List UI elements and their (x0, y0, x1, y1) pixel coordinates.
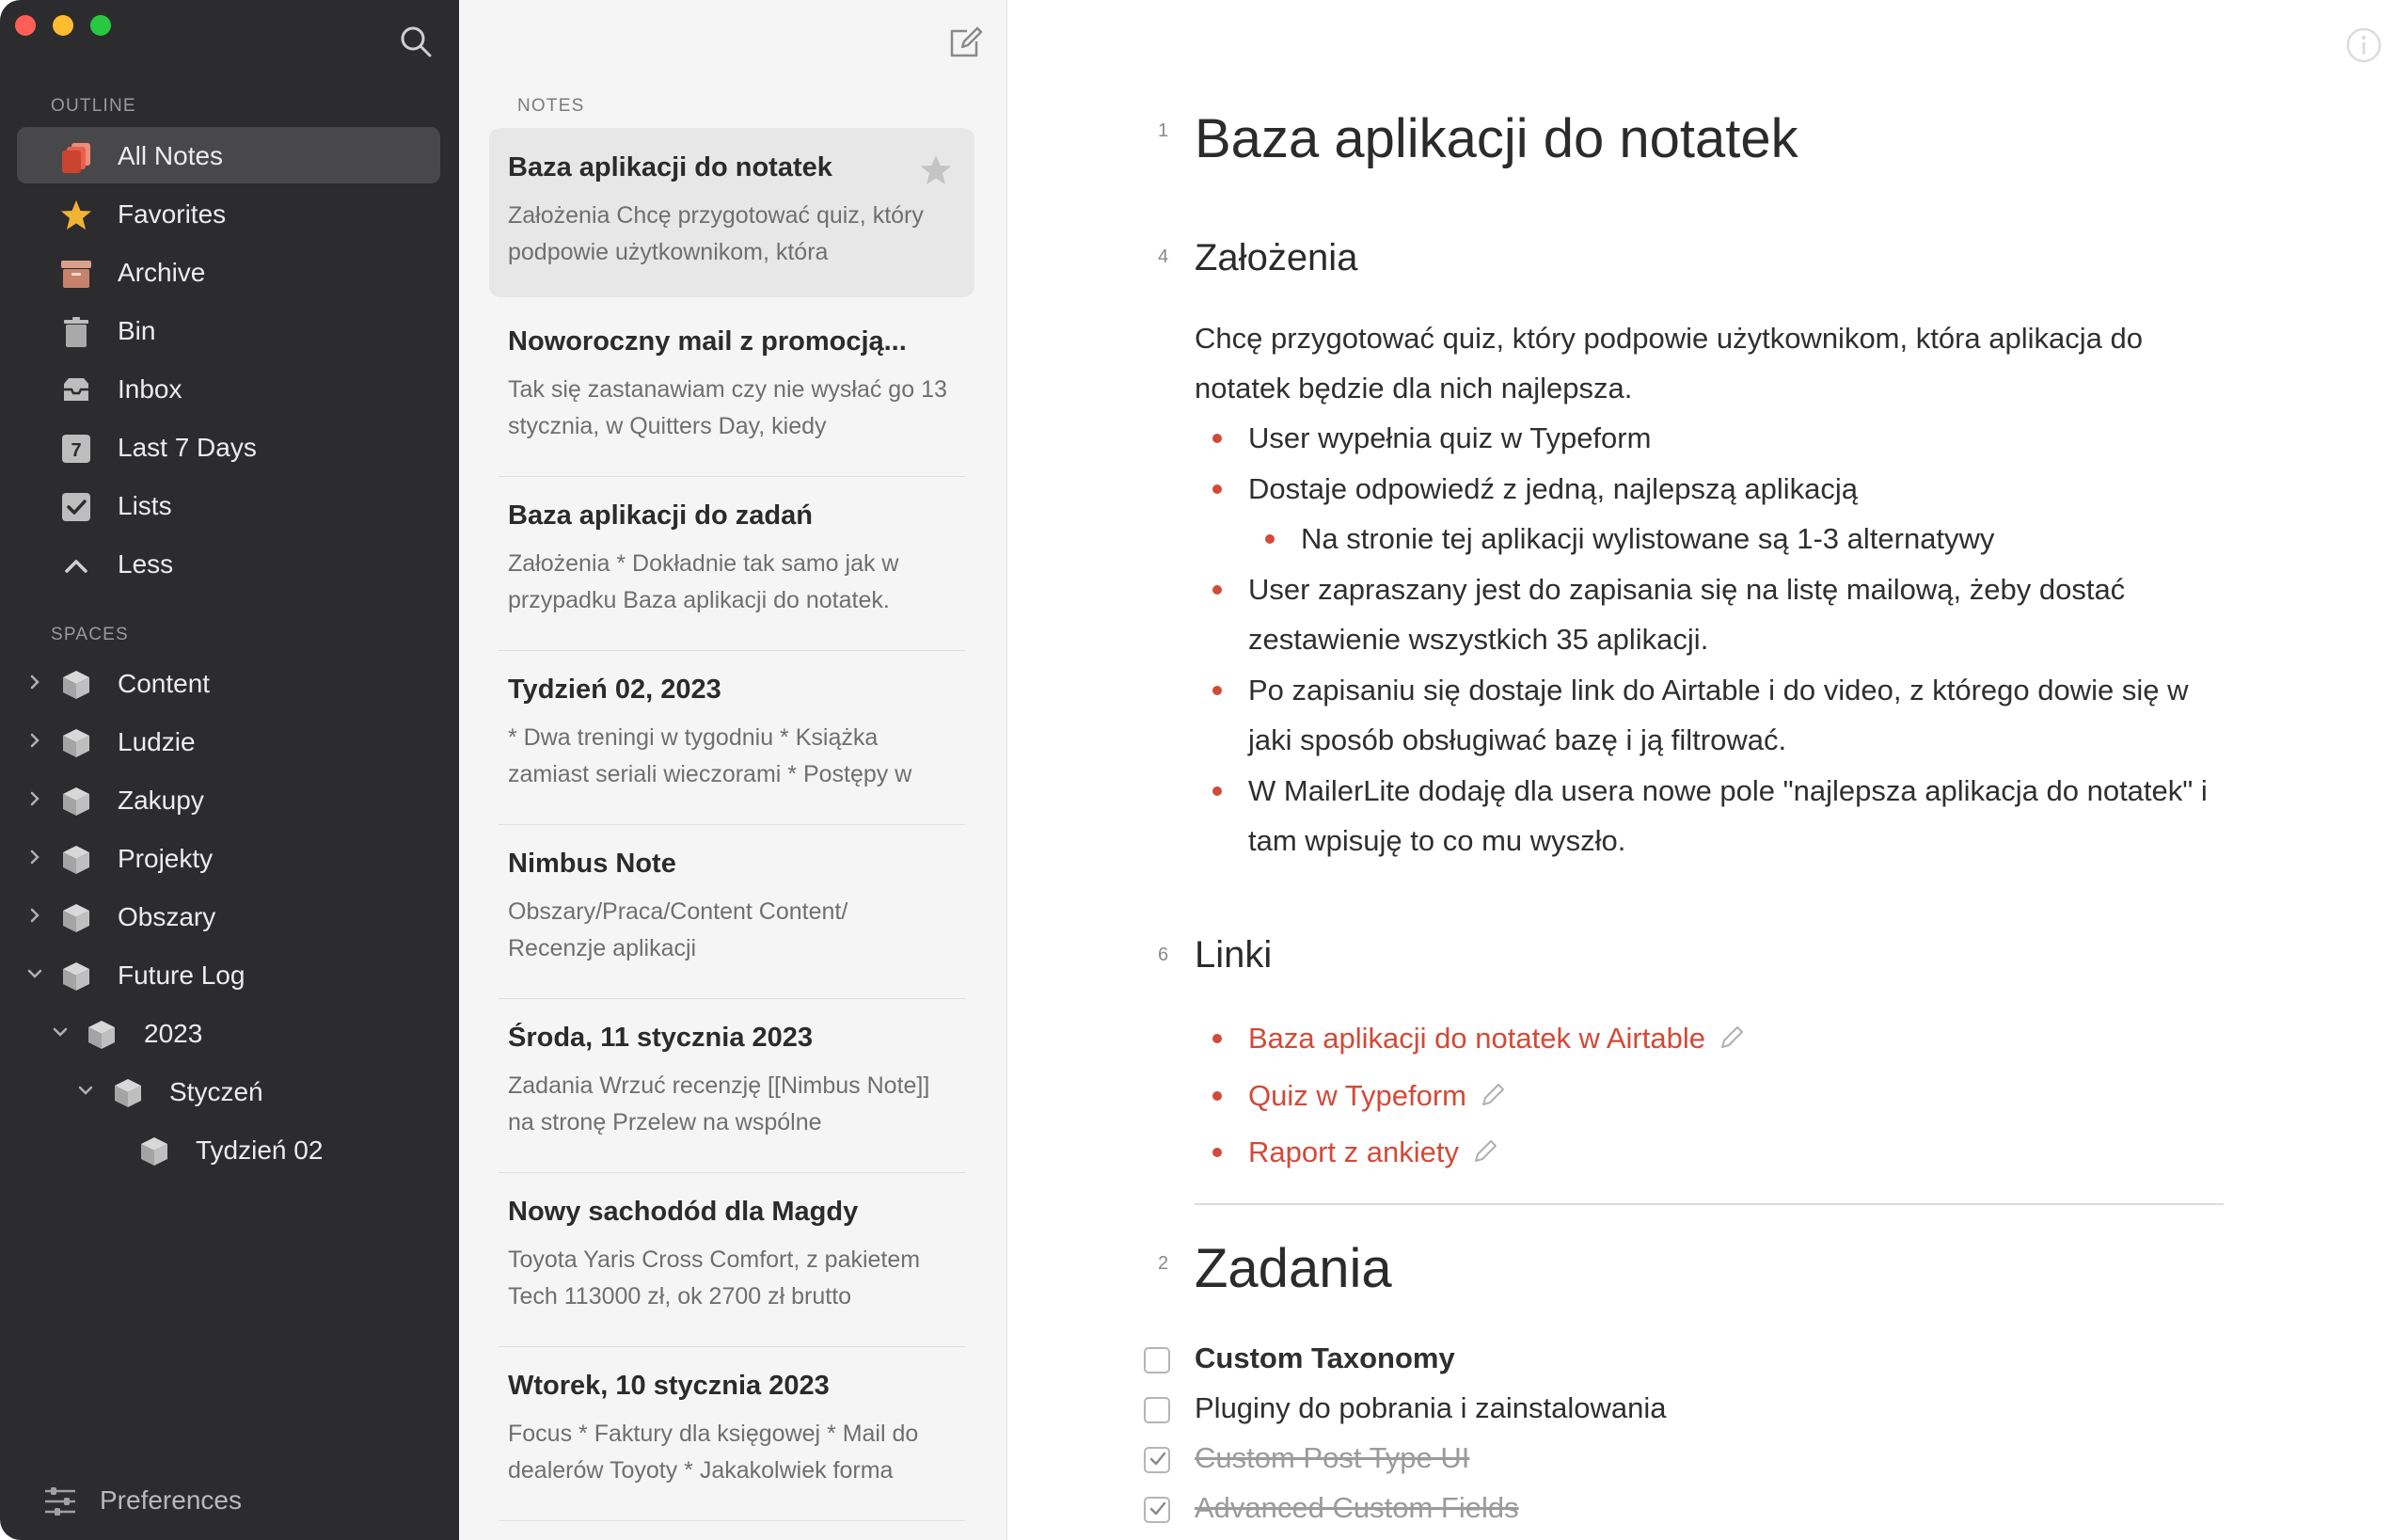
note-title: Baza aplikacji do zadań (508, 500, 813, 531)
sidebar-item-label: Lists (118, 491, 172, 520)
space-item-styczen[interactable] (17, 1063, 440, 1119)
note-preview: * Dwa treningi w tygodniu * Książka zamiast seriali wieczorami * Postępy w (508, 724, 912, 787)
note-item[interactable] (489, 1172, 974, 1342)
note-item[interactable] (489, 650, 974, 819)
sidebar-item-label: Favorites (118, 199, 227, 229)
heading-level-marker: 2 (1158, 1253, 1169, 1274)
link-raport[interactable]: Raport z ankiety (1248, 1135, 1459, 1168)
bullet-text: W MailerLite dodaję dla usera nowe pole "najlepsza aplikacja do notatek" i tam wpisuję to co mu wyszło. (1248, 774, 2208, 857)
minimize-window-button[interactable] (53, 15, 73, 36)
archive-box-icon (60, 258, 92, 290)
paragraph[interactable]: Chcę przygotować quiz, który podpowie użytkownikom, która aplikacja do notatek będzie dla nich najlepsza. (1195, 322, 2143, 405)
chevron-right-icon[interactable] (26, 732, 43, 749)
sidebar-item-favorites[interactable] (17, 185, 440, 242)
space-item-label: Styczeń (169, 1077, 263, 1106)
close-window-button[interactable] (15, 15, 36, 36)
bullet-dot (1212, 585, 1222, 595)
bullet-dot (1212, 1034, 1222, 1043)
chevron-right-icon[interactable] (26, 790, 43, 807)
chevron-right-icon[interactable] (26, 849, 43, 865)
cube-icon (60, 727, 92, 759)
space-item-obszary[interactable] (17, 888, 440, 945)
sidebar (0, 0, 459, 1540)
note-item[interactable] (489, 824, 974, 993)
note-preview: Obszary/Praca/Content Content/ Recenzje aplikacji (508, 898, 848, 961)
heading-level-marker: 4 (1158, 246, 1169, 267)
info-icon[interactable] (2345, 26, 2383, 64)
space-item-label: Projekty (118, 844, 214, 873)
space-item-label: Future Log (118, 961, 246, 990)
note-preview: Focus * Faktury dla księgowej * Mail do dealerów Toyoty * Jakakolwiek forma (508, 1421, 919, 1484)
bullet-dot (1212, 1148, 1222, 1157)
section-heading-linki[interactable]: Linki (1195, 934, 1273, 976)
horizontal-rule (1195, 1203, 2224, 1205)
chevron-down-icon[interactable] (77, 1082, 94, 1099)
note-preview: Założenia * Dokładnie tak samo jak w przypadku Baza aplikacji do notatek. (508, 550, 899, 613)
space-item-label: Zakupy (118, 786, 204, 815)
space-item-tydzien-02[interactable] (17, 1121, 440, 1178)
note-preview: Toyota Yaris Cross Comfort, z pakietem Tech 113000 zł, ok 2700 zł brutto (508, 1246, 921, 1310)
bullet-dot (1212, 484, 1222, 494)
bullet-item[interactable] (1248, 413, 2226, 463)
space-item-label: 2023 (144, 1019, 203, 1048)
pencil-icon[interactable] (1718, 1024, 1746, 1052)
chevron-down-icon[interactable] (26, 965, 43, 982)
task-text: Pluginy do pobrania i zainstalowania (1195, 1391, 1667, 1424)
cube-icon (60, 961, 92, 992)
chevron-right-icon[interactable] (26, 907, 43, 924)
bullet-text: User wypełnia quiz w Typeform (1248, 421, 1652, 454)
sidebar-item-label: Inbox (118, 374, 182, 404)
notes-stack-icon (60, 141, 92, 173)
sidebar-item-less[interactable] (17, 535, 440, 592)
chevron-down-icon[interactable] (52, 1024, 69, 1040)
star-icon[interactable] (920, 154, 952, 186)
notes-list-pane (459, 0, 1007, 1540)
link-item[interactable] (1248, 1013, 2095, 1063)
note-item[interactable] (489, 128, 974, 297)
sidebar-item-all-notes[interactable] (17, 127, 440, 183)
sidebar-item-label: Less (118, 549, 174, 579)
note-item[interactable] (489, 476, 974, 645)
cube-icon (60, 844, 92, 876)
link-item[interactable] (1248, 1071, 2095, 1120)
svg-text:7: 7 (71, 440, 82, 461)
task-text: Custom Taxonomy (1195, 1342, 1455, 1374)
note-title: Wtorek, 10 stycznia 2023 (508, 1371, 830, 1401)
space-item-zakupy[interactable] (17, 771, 440, 828)
link-typeform[interactable]: Quiz w Typeform (1248, 1079, 1467, 1112)
cube-icon (138, 1135, 170, 1167)
bullet-item[interactable] (1248, 464, 2226, 514)
cube-icon (60, 669, 92, 701)
chevron-up-icon (60, 549, 92, 581)
bullet-dot (1212, 434, 1222, 443)
note-item[interactable] (489, 1346, 974, 1516)
sidebar-item-bin[interactable] (17, 302, 440, 358)
bullet-text: Na stronie tej aplikacji wylistowane są 1-3 alternatywy (1301, 522, 1995, 555)
bullet-text: User zapraszany jest do zapisania się na listę mailową, żeby dostać zestawienie wszystkich 35 aplikacji. (1248, 573, 2126, 656)
preferences-button[interactable] (43, 1481, 325, 1522)
calendar-7-icon (60, 433, 92, 465)
star-icon (60, 199, 92, 231)
space-item-projekty[interactable] (17, 830, 440, 886)
note-preview: Zadania Wrzuć recenzję [[Nimbus Note]] na stronę Przelew na wspólne (508, 1072, 930, 1135)
space-item-2023[interactable] (17, 1005, 440, 1061)
sidebar-item-last-7-days[interactable] (17, 419, 440, 475)
note-title: Nimbus Note (508, 849, 676, 879)
cube-icon (86, 1019, 118, 1051)
task-text: Custom Post Type UI (1195, 1441, 1470, 1474)
bullet-dot (1212, 786, 1222, 796)
bullet-dot (1265, 534, 1275, 544)
cube-icon (60, 902, 92, 934)
compose-note-icon[interactable] (948, 24, 984, 60)
space-item-content[interactable] (17, 655, 440, 711)
sliders-icon (43, 1484, 77, 1518)
outline-section-label: OUTLINE (51, 96, 136, 116)
sidebar-item-label: Bin (118, 316, 156, 345)
note-preview: Założenia Chcę przygotować quiz, który podpowie użytkownikom, która (508, 202, 924, 265)
bullet-text: Dostaje odpowiedź z jedną, najlepszą aplikacją (1248, 472, 1858, 505)
space-item-future-log[interactable] (17, 946, 440, 1003)
bullet-item-nested[interactable] (1301, 514, 2223, 564)
note-title: Nowy sachodód dla Magdy (508, 1197, 859, 1227)
bullet-item[interactable] (1248, 564, 2226, 664)
note-item[interactable] (489, 998, 974, 1167)
space-item-ludzie[interactable] (17, 713, 440, 770)
zoom-window-button[interactable] (90, 15, 111, 36)
chevron-right-icon[interactable] (26, 674, 43, 691)
space-item-label: Ludzie (118, 727, 196, 756)
spaces-section-label: SPACES (51, 625, 129, 644)
note-editor[interactable] (1007, 0, 2408, 1540)
sidebar-item-archive[interactable] (17, 244, 440, 300)
trash-icon (60, 316, 92, 348)
note-title: Tydzień 02, 2023 (508, 675, 721, 705)
checkbox-icon (60, 491, 92, 523)
note-title: Noworoczny mail z promocją... (508, 326, 907, 357)
bullet-dot (1212, 686, 1222, 695)
space-item-label: Content (118, 669, 211, 698)
sidebar-item-label: Last 7 Days (118, 433, 257, 462)
cube-icon (112, 1077, 144, 1109)
link-airtable[interactable]: Baza aplikacji do notatek w Airtable (1248, 1022, 1705, 1055)
space-item-label: Obszary (118, 902, 216, 931)
checkmark-icon (1148, 1499, 1168, 1519)
task-checkbox[interactable] (1144, 1397, 1170, 1423)
search-icon[interactable] (399, 24, 433, 58)
section-heading-zadania[interactable]: Zadania (1195, 1238, 1392, 1299)
heading-level-marker: 1 (1158, 120, 1169, 141)
bullet-text: Po zapisaniu się dostaje link do Airtable i do video, z którego dowie się w jaki sposób obsługiwać bazę i ją filtrować. (1248, 674, 2189, 756)
bullet-dot (1212, 1091, 1222, 1101)
inbox-tray-icon (60, 374, 92, 406)
space-item-label: Tydzień 02 (196, 1135, 324, 1165)
pencil-icon[interactable] (1471, 1137, 1499, 1166)
task-text: Advanced Custom Fields (1195, 1491, 1519, 1524)
note-item[interactable] (489, 302, 974, 471)
section-heading-zalozenia[interactable]: Założenia (1195, 237, 1358, 278)
checkmark-icon (1148, 1449, 1168, 1469)
note-title: Baza aplikacji do notatek (508, 152, 832, 183)
sidebar-item-label: All Notes (118, 141, 224, 170)
note-title-heading[interactable]: Baza aplikacji do notatek (1195, 108, 1798, 169)
note-title: Środa, 11 stycznia 2023 (508, 1023, 814, 1053)
bullet-item[interactable] (1248, 665, 2226, 765)
sidebar-item-label: Archive (118, 258, 206, 287)
notes-header: NOTES (517, 96, 585, 116)
note-divider (499, 1520, 965, 1521)
bullet-item[interactable] (1248, 766, 2226, 865)
pencil-icon[interactable] (1479, 1081, 1507, 1109)
sidebar-item-inbox[interactable] (17, 360, 440, 417)
note-preview: Tak się zastanawiam czy nie wysłać go 13 stycznia, w Quitters Day, kiedy (508, 376, 947, 439)
cube-icon (60, 786, 92, 818)
sidebar-item-lists[interactable] (17, 477, 440, 533)
heading-level-marker: 6 (1158, 945, 1169, 965)
link-item[interactable] (1248, 1127, 2095, 1177)
task-checkbox[interactable] (1144, 1347, 1170, 1373)
preferences-label: Preferences (100, 1485, 242, 1515)
